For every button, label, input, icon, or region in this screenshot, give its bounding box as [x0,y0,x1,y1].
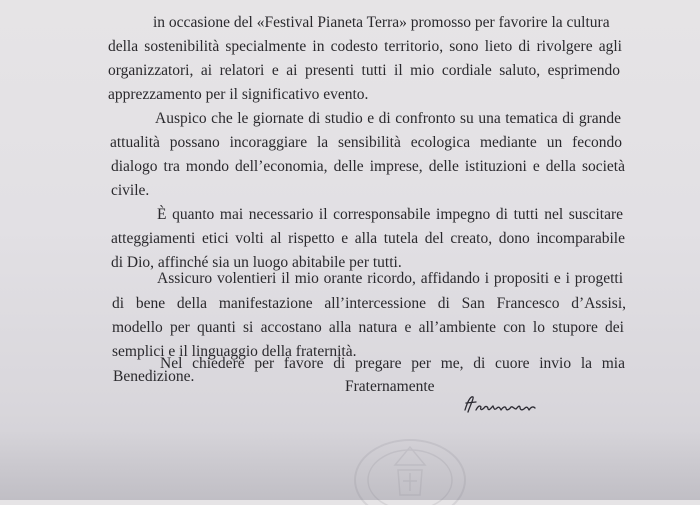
paragraph-2-line-2: attualità possano incoraggiare la sensibilità ecologica mediante un fecondo [110,134,622,151]
paragraph-4-line-2: di bene della manifestazione all’intercessione di San Francesco d’Assisi, [112,295,626,312]
paragraph-1-line-2: della sostenibilità specialmente in codesto territorio, sono lieto di rivolgere agli [108,38,622,55]
paragraph-1-line-1: in occasione del «Festival Pianeta Terra» promosso per favorire la cultura [153,14,610,31]
paragraph-2-line-4: civile. [111,182,150,199]
paragraph-3-line-1: È quanto mai necessario il corresponsabile impegno di tutti nel suscitare [157,206,623,223]
paragraph-5-line-2: Benedizione. [113,368,195,385]
paragraph-4-line-4: semplici e il linguaggio della fraternità. [112,343,357,360]
paragraph-1-line-3: organizzatori, ai relatori e ai presenti tutti il mio cordiale saluto, esprimendo [108,62,620,79]
paragraph-4-line-3: modello per quanti si accostano alla natura e all’ambiente con lo stupore dei [112,319,624,336]
paragraph-1-line-4: apprezzamento per il significativo evento. [108,86,369,103]
closing-salutation: Fraternamente [345,378,435,395]
paragraph-5-line-1: Nel chiedere per favore di pregare per me, di cuore invio la mia [160,355,625,372]
paragraph-2-line-3: dialogo tra mondo dell’economia, delle imprese, delle istituzioni e della società [111,158,625,175]
paragraph-3-line-2: atteggiamenti etici volti al rispetto e alla tutela del creato, dono incomparabile [111,230,625,247]
paragraph-4-line-1: Assicuro volentieri il mio orante ricordo, affidando i propositi e i progetti [157,270,623,287]
paragraph-3-line-3: di Dio, affinché sia un luogo abitabile per tutti. [111,254,402,271]
paragraph-2-line-1: Auspico che le giornate di studio e di confronto su una tematica di grande [155,110,621,127]
embossed-seal [350,425,470,505]
handwritten-signature [462,390,542,420]
